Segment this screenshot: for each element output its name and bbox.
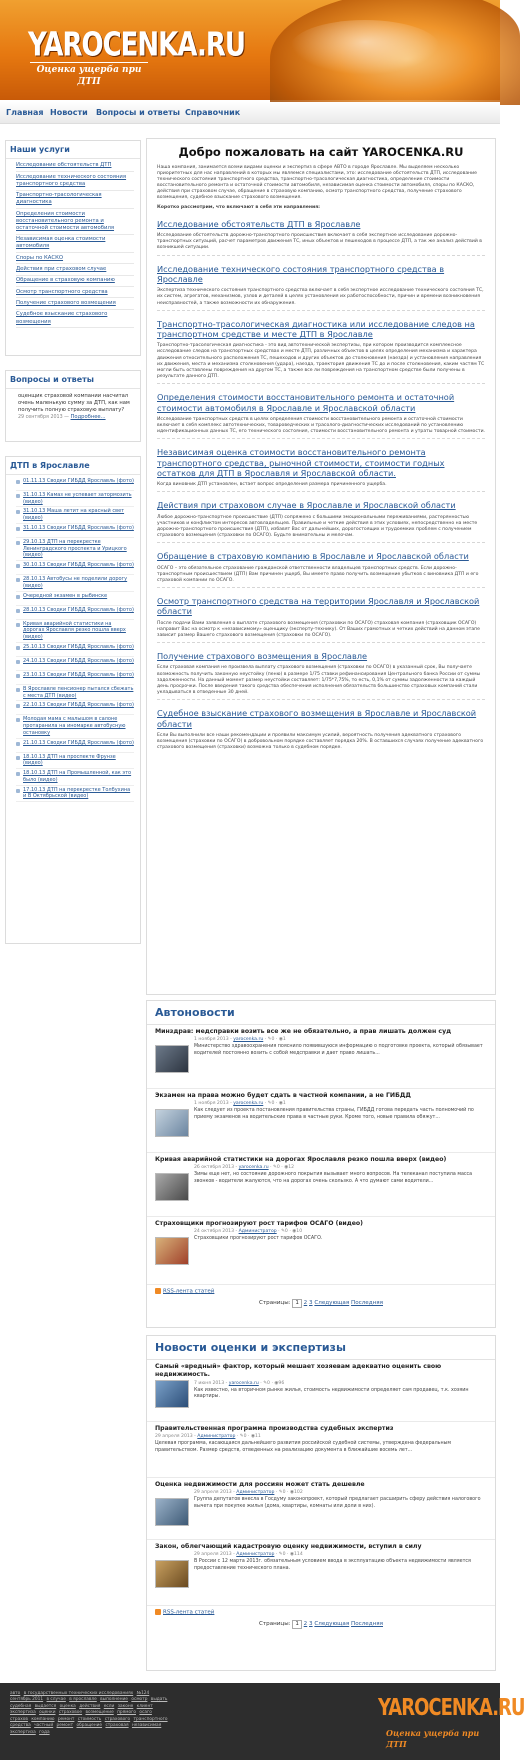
nav-qa[interactable]: Вопросы и ответы — [96, 108, 180, 117]
views-icon: ◉ — [250, 1434, 255, 1440]
footer-tag-cloud — [10, 1691, 170, 1736]
footer-tag-link[interactable]: страховое — [58, 1710, 83, 1716]
section-heading[interactable]: Действия при страховом случае в Ярославле и Ярославской области — [157, 500, 456, 511]
comment-icon: ✎ — [263, 1380, 268, 1386]
section-text: Исследование обстоятельств дорожно-транспортного происшествия включает в себя экспертное исследование дорожно-транспортных ситуаций, расчет параметров движения ТС, иных объектов и пешеходов в процессе ДТП, а так же анализ действий в возникшей ситуации. — [157, 233, 483, 251]
footer-tag-link[interactable]: страхового — [104, 1716, 131, 1722]
footer-tag-link[interactable]: осаго — [139, 1710, 152, 1716]
footer-tag-link[interactable]: выдается — [34, 1703, 57, 1709]
footer-tag-link[interactable]: выполнение — [100, 1697, 128, 1703]
comment-icon: ✎ — [281, 1229, 285, 1235]
footer-logo[interactable]: YAROCENKA.RU — [378, 1694, 525, 1722]
footer-tag-link[interactable]: страховая — [105, 1723, 129, 1729]
services-item[interactable]: Транспортно-трасологическая диагностика — [16, 191, 134, 209]
autonews-panel — [146, 1000, 496, 1328]
footer-tag-link[interactable]: №124 сентябрь 2011 — [10, 1691, 150, 1703]
services-title: Наши услуги — [6, 141, 140, 159]
page-last[interactable]: Последняя — [351, 1299, 383, 1306]
section-heading[interactable]: Исследование технического состояния транспортного средства в Ярославле — [157, 263, 445, 284]
news-title[interactable]: Самый «вредный» фактор, который мешает хозяевам адекватно оценить свою недвижимость. — [155, 1362, 442, 1379]
services-item[interactable]: Исследование обстоятельств ДТП — [16, 161, 134, 172]
views-icon: ◉ — [289, 1490, 294, 1496]
footer-tag-link[interactable]: прямого — [117, 1710, 136, 1716]
footer-tag-link[interactable]: оценка — [59, 1703, 76, 1709]
footer-tag-link[interactable]: года — [39, 1729, 50, 1735]
news-desc: Страховщики прогнозируют рост тарифов ОСАГО. — [194, 1236, 323, 1242]
qa-item — [6, 389, 140, 426]
news-meta: 29 апреля 2013 - Администратор · ✎0 · ◉114 — [194, 1552, 303, 1558]
footer-tag-link[interactable]: в ярославле — [69, 1697, 97, 1703]
news-desc: Как известно, на вторичном рынке жилья, стоимость недвижимости определяет сам продавец, т.к. хозяин квартиры. — [194, 1387, 469, 1400]
news-item — [147, 1540, 495, 1606]
news-thumbnail[interactable] — [155, 1560, 189, 1588]
comment-icon: ✎ — [267, 1037, 272, 1043]
news-desc: Как следует из проекта постановления правительства страны, ГИБДД готова передать часть полномочий по приему экзаменов на водительские права в частные руки. Кроме того, новые правила обяжут... — [194, 1108, 474, 1120]
autonews-title: Автоновости — [147, 1001, 495, 1025]
page-current: 1 — [292, 1620, 302, 1630]
news-item — [147, 1422, 495, 1478]
services-item[interactable]: Действия при страховом случае — [16, 264, 134, 275]
qa-block — [5, 370, 141, 442]
footer-tag-link[interactable]: если — [103, 1703, 115, 1709]
comment-icon: ✎ — [278, 1552, 283, 1558]
news-title[interactable]: Кривая аварийной статистики на дорогах Ярославля резко пошла вверх (видео) — [155, 1155, 447, 1163]
news-meta: 7 июня 2013 - yarocenka.ru · ✎0 · ◉96 — [194, 1380, 285, 1386]
dtp-item[interactable]: 24.10.13 Сводки ГИБДД Ярославль (фото) — [16, 657, 134, 671]
section-text: ОСАГО – это обязательное страхование гражданской ответственности владельцев транспортных средств. Если дорожно-транспортным происшествием (ДТП) Вам причинен ущерб, Вы имеете право получить возмещение убытков с виновника ДТП и его страховой компании по ОСАГО. — [157, 565, 479, 583]
footer-tag-link[interactable]: частный — [34, 1723, 54, 1729]
footer-tag-link[interactable]: клиент — [136, 1703, 153, 1709]
views-icon: ◉ — [289, 1552, 294, 1558]
news-desc: В России с 12 марта 2013г. обязательным условием ввода в эксплуатацию объекта недвижимости является предоставление технического плана. — [194, 1559, 471, 1571]
section-text: После подачи Вами заявления о выплате страхового возмещения (страховки по ОСАГО) страховая компания (страховщик ОСАГО) направит Вас на осмотр к «независимому» оценщику (эксперту-технику). От Ваших грамотных и четких действий на данном этапе зависит размер Вашего страхового возмещения (страховки по ОСАГО). — [157, 620, 480, 639]
qa-date: 29 сентября 2013 — — [18, 414, 71, 420]
section-text: Транспортно-трасологическая диагностика - это вид автотехнической экспертизы, при котором производится комплексное исследование следов на транспортных средствах и месте ДТП, различных объектов в целях определения механизма и характера движения относительного расположения ТС, пешеходов и других объектов до столкновения (наезда) и установления направления их движения, места и механизма столкновения (удара), наезда, траектория движения ТС до и после столкновения, каким частям ТС могли быть оставлены повреждения на другом ТС, а также все ли повреждения на транспортном средстве были получены в результате данного ДТП. — [157, 343, 485, 380]
nav-reference[interactable]: Справочник — [185, 108, 241, 117]
section-text: Если Вы выполнили все наши рекомендации и проявили максимум усилий, вероятность получения адекватного страхового возмещения (страховки по ОСАГО) в добровольном порядке составляет порядка 20%. В оставшихся случаях получение адекватного страхового возмещения (страховки) возможна только в судебном порядке. — [157, 732, 484, 751]
rss-icon — [155, 1609, 161, 1615]
nav-news[interactable]: Новости — [50, 108, 88, 117]
dtp-item[interactable]: 30.10.13 Сводки ГИБДД Ярославль (фото) — [16, 561, 134, 575]
footer-tag-link[interactable]: осмотр — [131, 1697, 148, 1703]
section-heading[interactable]: Исследование обстоятельств ДТП в Ярославле — [157, 218, 361, 229]
footer-tag-link[interactable]: выдать — [150, 1697, 168, 1703]
footer-tag-link[interactable]: экспертиза — [10, 1710, 36, 1716]
footer-tag-link[interactable]: транспортного средства — [10, 1716, 168, 1729]
site-footer — [0, 1683, 525, 1760]
dtp-item[interactable]: В Ярославле пенсионер пытался сбежать с места ДТП (видео) — [16, 685, 134, 702]
qa-title: Вопросы и ответы — [6, 371, 140, 389]
footer-tag-link[interactable]: в случае — [46, 1697, 66, 1703]
dtp-item[interactable]: 17.10.13 ДТП на перекрестке Толбухина и В Октябрьской (видео) — [16, 786, 134, 803]
comment-icon: ✎ — [273, 1165, 277, 1171]
page-link[interactable]: 2 — [303, 1299, 308, 1306]
section-heading[interactable]: Судебное взыскание страхового возмещения в Ярославле и Ярославской области — [157, 708, 477, 729]
footer-tag-link[interactable]: действия — [79, 1703, 101, 1709]
rss-link[interactable]: RSS-лента статей — [155, 1288, 487, 1296]
news-thumbnail[interactable] — [155, 1173, 189, 1201]
services-block — [5, 140, 141, 356]
dtp-item[interactable]: 18.10.13 ДТП на проспекте Фрунзе (видео) — [16, 753, 134, 770]
news-title[interactable]: Страховщики прогнозируют рост тарифов ОСАГО (видео) — [155, 1219, 363, 1227]
dtp-block — [5, 456, 141, 944]
news-desc: Зимы еще нет, но состояние дорожного покрытия вызывает много вопросов. На телеканал поступила масса звонков - водители жалуются, что на дорогах очень скользко. А что думают сами водители... — [194, 1172, 473, 1184]
dtp-item[interactable]: 23.10.13 Сводки ГИБДД Ярославль (фото) — [16, 671, 134, 685]
dtp-item[interactable]: Молодая мама с малышом в салоне протаранила на иномарке автобусную остановку — [16, 715, 134, 738]
dtp-item[interactable]: 21.10.13 Сводки ГИБДД Ярославль (фото) — [16, 739, 134, 753]
footer-tag-link[interactable]: возмещение — [85, 1710, 114, 1716]
news-title[interactable]: Оценка недвижимости для россиян может стать дешевле — [155, 1480, 365, 1488]
services-item[interactable]: Исследование технического состояния транспортного средства — [16, 172, 134, 190]
dtp-item[interactable]: 18.10.13 ДТП на Промышленной, как это было (видео) — [16, 769, 134, 786]
site-tagline: Оценка ущерба при ДТП — [30, 62, 148, 88]
footer-tag-link[interactable]: судебная — [10, 1703, 32, 1709]
section-text: Экспертиза технического состояния транспортного средства включает в себя экспертное исследование технического состояния ТС, их систем, агрегатов, механизмов, узлов и деталей в целях установления их работоспособности, причин и времени возникновения неисправностей, а также возможности их обнаружения. — [157, 288, 484, 306]
section-heading[interactable]: Определения стоимости восстановительного ремонта и остаточной стоимости автомобиля в Ярославле и Ярославской области — [157, 392, 455, 413]
page-current: 1 — [292, 1299, 302, 1309]
news-title[interactable]: Минздрав: медсправки возить все же не обязательно, а прав лишать должен суд — [155, 1027, 452, 1035]
news-item — [147, 1153, 495, 1217]
main-content — [146, 138, 496, 995]
news-meta: 1 ноября 2013 - yarocenka.ru · ✎0 · ◉1 — [194, 1101, 286, 1107]
news-desc: Целевая программа, касающаяся дальнейшего развития российской судебной системы, утверждена федеральным правительством. Размер средств, отведенных на реализацию документа в ближайшие восемь лет... — [155, 1441, 452, 1453]
news-meta: 26 октября 2013 - yarocenka.ru · ✎0 · ◉12 — [194, 1165, 295, 1171]
footer-tagline: Оценка ущерба при ДТП — [386, 1728, 480, 1749]
dtp-item[interactable]: 25.10.13 Сводки ГИБДД Ярославль (фото) — [16, 643, 134, 657]
intro-text: Наша компания, занимается всеми видами оценки и экспертиз в сфере АВТО в городе Ярославле. Мы выделяем несколько приоритетных для нас направлений в которых мы являемся специалистами, это: исследование обстоятельств ДТП, исследование технического состояния транспортного средства, транспортно-трасологическая диагностика, определение стоимости восстановительного ремонта и остаточной стоимости автомобиля, независимая оценка стоимости автомобиля, споры по КАСКО, действия при страховом случае, обращение в страховую компанию, осмотр транспортного средства, получение страхового возмещения, судебное взыскание страхового возмещения. — [157, 164, 477, 201]
services-item[interactable]: Споры по КАСКО — [16, 253, 134, 264]
services-item[interactable]: Обращение в страховую компанию — [16, 276, 134, 287]
section-text: Исследование транспортных средств в целях определения стоимости восстановительного ремонта и остаточной стоимости включает в себя комплекс автотехнических, товароведческих и трасолого-диагностических исследований по установлению идентификационных данных ТС, его технического состояния, стоимости восстановительного ремонта и утраты товарной стоимости. — [157, 416, 486, 435]
dtp-item[interactable]: 31.10.13 Камаз не успевает затормозить (видео) — [16, 491, 134, 508]
footer-tag-link[interactable]: оценки — [39, 1710, 56, 1716]
services-list — [6, 159, 140, 330]
news-thumbnail[interactable] — [155, 1380, 189, 1408]
page-link[interactable]: 2 — [303, 1620, 308, 1627]
comment-icon: ✎ — [239, 1434, 244, 1440]
footer-tag-link[interactable]: стоимость — [77, 1716, 102, 1722]
views-icon: ◉ — [278, 1037, 283, 1043]
views-icon: ◉ — [284, 1165, 289, 1171]
dtp-item[interactable]: Кривая аварийной статистики на дорогах Ярославля резко пошла вверх (видео) — [16, 620, 134, 643]
news-item — [147, 1217, 495, 1285]
rss-icon — [155, 1288, 161, 1294]
pagination: Страницы: 1 2 3 Следующая Последняя — [147, 1620, 495, 1630]
section-text: Когда виновник ДТП установлен, встает вопрос определения размера причиненного ущерба. — [157, 482, 387, 488]
dtp-item[interactable]: 28.10.13 Сводки ГИБДД Ярославль (фото) — [16, 606, 134, 620]
news-thumbnail[interactable] — [155, 1237, 189, 1265]
views-icon: ◉ — [292, 1229, 297, 1235]
header-car-highlight — [290, 20, 440, 75]
rss-link[interactable]: RSS-лента статей — [155, 1609, 487, 1617]
footer-tag-link[interactable]: авто — [10, 1691, 21, 1696]
section-heading[interactable]: Транспортно-трасологическая диагностика или исследование следов на транспортном средстве и месте ДТП в Ярославле — [157, 318, 475, 339]
page-link[interactable]: 3 — [309, 1299, 313, 1306]
footer-tag-link[interactable]: ремонт — [57, 1716, 75, 1722]
services-item[interactable]: Получение страхового возмещения — [16, 298, 134, 309]
page-link[interactable]: 3 — [309, 1620, 313, 1627]
section-heading[interactable]: Осмотр транспортного средства на территории Ярославля и Ярославской области — [157, 596, 480, 617]
news-desc: Группа депутатов внесла в Госдуму законопроект, который предлагает расширить сферу действия налогового вычета при покупке жилья (дома, квартиры, комнаты или доли в них). — [194, 1497, 481, 1509]
page-last[interactable]: Последняя — [351, 1620, 383, 1627]
footer-tag-link[interactable]: в государственных технических исследованиях — [23, 1691, 134, 1696]
views-icon: ◉ — [278, 1101, 283, 1107]
news-item — [147, 1360, 495, 1422]
qa-question: оценщик страховой компании насчитал очень маленькую сумму за ДТП, как нам получить полную страховую выплату? — [18, 392, 130, 413]
dtp-title: ДТП в Ярославле — [6, 457, 140, 475]
site-header — [0, 0, 500, 100]
news-thumbnail[interactable] — [155, 1498, 189, 1526]
footer-tag-link[interactable]: независимая экспертиза — [10, 1723, 162, 1735]
section-heading[interactable]: Обращение в страховую компанию в Ярославле и Ярославской области — [157, 551, 469, 562]
news-thumbnail[interactable] — [155, 1045, 189, 1073]
services-item[interactable]: Определения стоимости восстановительного ремонта и остаточной стоимости автомобиля — [16, 209, 134, 235]
main-nav — [0, 102, 500, 124]
services-item[interactable]: Осмотр транспортного средства — [16, 287, 134, 298]
footer-tag-link[interactable]: страхов — [10, 1716, 28, 1722]
dtp-item[interactable]: 22.10.13 Сводки ГИБДД Ярославль (фото) — [16, 701, 134, 715]
news-title[interactable]: Закон, облегчающий кадастровую оценку недвижимости, вступил в силу — [155, 1542, 422, 1550]
services-item[interactable]: Судебное взыскание страхового возмещения — [16, 310, 134, 328]
pagination: Страницы: 1 2 3 Следующая Последняя — [147, 1299, 495, 1309]
dtp-item[interactable]: 01.11.13 Сводки ГИБДД Ярославль (фото) — [16, 477, 134, 491]
dtp-item[interactable]: Очередной экзамен в рыбинске — [16, 592, 134, 606]
news-item — [147, 1025, 495, 1089]
news-meta: 29 апреля 2013 - Администратор · ✎0 · ◉102 — [194, 1490, 303, 1496]
footer-tag-link[interactable]: компанию — [31, 1716, 55, 1722]
section-heading[interactable]: Получение страхового возмещения в Ярославле — [157, 651, 368, 662]
news-meta: 29 апреля 2013 - Администратор · ✎0 · ◉11 — [155, 1434, 261, 1440]
comment-icon: ✎ — [278, 1490, 283, 1496]
qa-more-link[interactable]: Подробнее... — [70, 413, 106, 420]
nav-home[interactable]: Главная — [6, 108, 44, 117]
page-next[interactable]: Следующая — [314, 1299, 350, 1306]
site-logo[interactable]: YAROCENKA.RU — [28, 26, 245, 64]
section-text: Любое дорожно-транспортное происшествие (ДТП) сопряжено с большими эмоциональными переживаниями, растерянностью участников и конфликтом интересов автовладельцев. Правильные и четкие действия в этих условиях, непосредственно на месте дорожно-транспортного происшествия (ДТП), избавят Вас от дальнейших, дорогостоящих и трудоемких проблем с получением страхового возмещения (страховки по ОСАГО). Будьте внимательны и мелочам. — [157, 514, 478, 539]
section-heading[interactable]: Независимая оценка стоимости восстановительного ремонта транспортного средства, рыночной стоимости, стоимости годных остатков для ДТП в Ярославля и Ярославской области. — [157, 447, 445, 478]
intro-subtitle: Коротко рассмотрим, что включают в себя эти направления: — [157, 204, 321, 210]
page-next[interactable]: Следующая — [314, 1620, 350, 1627]
footer-tag-link[interactable]: законе — [117, 1703, 134, 1709]
dtp-item[interactable]: 29.10.13 ДТП на перекрестке Ленинградского проспекта и Урицкого (видео) — [16, 538, 134, 561]
news-thumbnail[interactable] — [155, 1109, 189, 1137]
footer-tag-link[interactable]: ремонт — [56, 1723, 74, 1729]
dtp-item[interactable]: 31.10.13 Маша летит на красный свет (видео) — [16, 507, 134, 524]
dtp-list — [6, 475, 140, 804]
news-meta: 24 октября 2013 - Администратор · ✎0 · ◉10 — [194, 1229, 303, 1235]
views-icon: ◉ — [274, 1380, 279, 1386]
dtp-item[interactable]: 28.10.13 Автобусы не поделили дорогу (видео) — [16, 575, 134, 592]
news-desc: Министерство здравоохранения пояснило появившуюся информацию о подготовке проекта, который обязывает водителей постоянно возить с собой медсправки и дает право лишать... — [194, 1044, 483, 1056]
footer-tag-link[interactable]: обращение — [76, 1723, 103, 1729]
services-item[interactable]: Независимая оценка стоимости автомобиля — [16, 235, 134, 253]
page-title: Добро пожаловать на сайт YAROCENKA.RU — [178, 145, 464, 159]
news-meta: 1 ноября 2013 - yarocenka.ru · ✎0 · ◉1 — [194, 1037, 286, 1043]
estimation-news-panel — [146, 1335, 496, 1671]
news-item — [147, 1089, 495, 1153]
section-text: Если страховая компания не произвела выплату страхового возмещения (страховки по ОСАГО) в указанный срок, Вы получаете возможность получить законную неустойку (пеню) в размере 1/75 ставки рефинансирования Центрального банка России от суммы задолженности. На данный момент размер неустойки составляет: 1/75*7,75%, то есть, 0,1% от суммы задолженности за каждый день просрочки. После введения такого средства обеспечения исполнения обязательств большинство страховых компаний стали укладываться в отведенные 30 дней. — [157, 665, 481, 696]
dtp-item[interactable]: 31.10.13 Сводки ГИБДД Ярославль (фото) — [16, 524, 134, 538]
estimation-news-title: Новости оценки и экспертизы — [147, 1336, 495, 1360]
news-item — [147, 1478, 495, 1540]
comment-icon: ✎ — [267, 1101, 272, 1107]
news-title[interactable]: Экзамен на права можно будет сдать в частной компании, а не ГИБДД — [155, 1091, 411, 1099]
news-title[interactable]: Правительственная программа производства судебных экспертиз — [155, 1424, 394, 1432]
